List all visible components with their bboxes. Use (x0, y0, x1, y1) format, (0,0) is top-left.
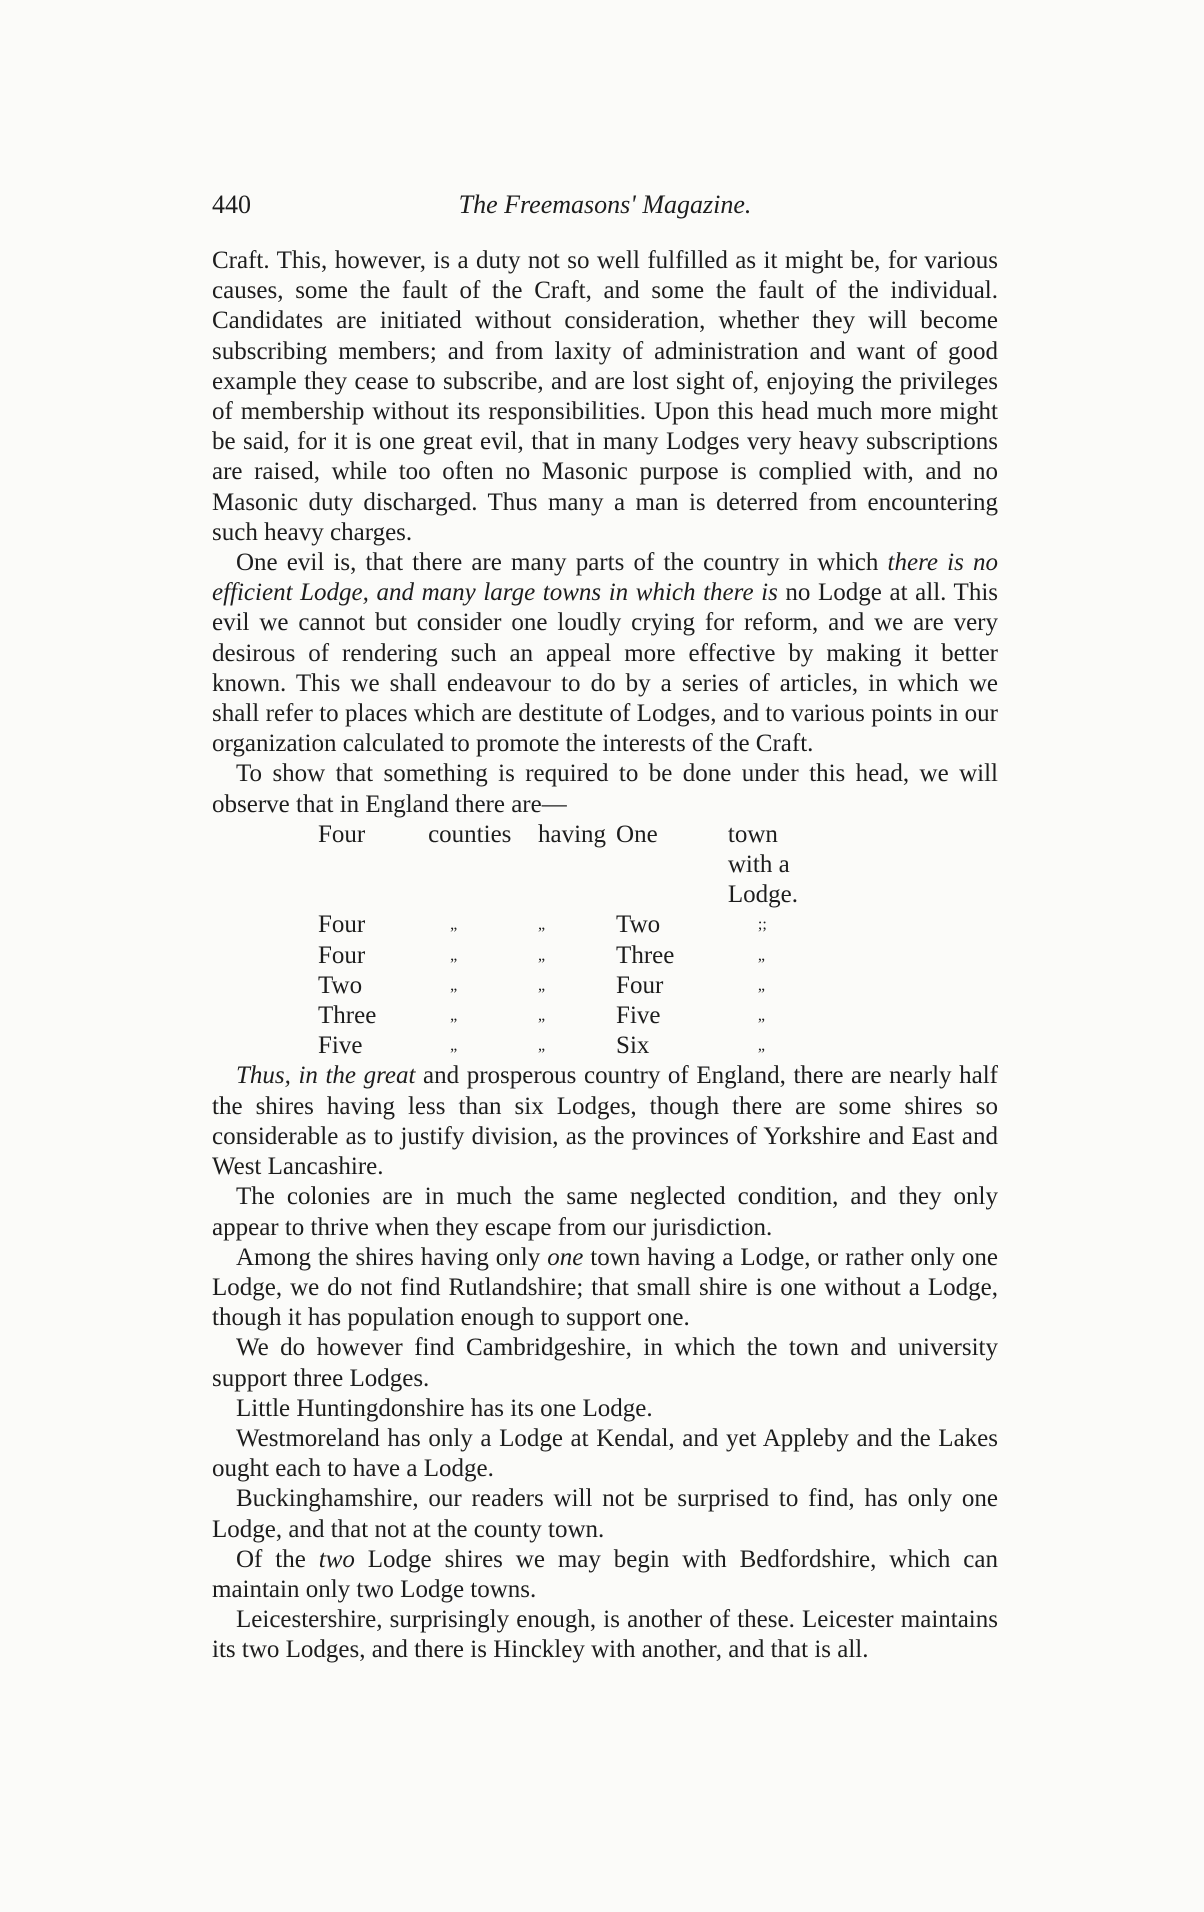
table-row: Four „ „ Two ;; (318, 911, 767, 939)
paragraph: The colonies are in much the same neglected condition, and they only appear to thrive when they escape from our jurisdiction. (212, 1183, 998, 1241)
page-header (212, 190, 998, 224)
paragraph: We do however find Cambridgeshire, in which the town and university support three Lodges. (212, 1334, 998, 1392)
paragraph: One evil is, that there are many parts of the country in which there is no efficient Lodge, and many large towns in which there is no Lodge at all. This evil we cannot but consider one loudly crying for reform, and we are very desirous of rendering such an appeal more effective by making it better known. This we shall endeavour to do by a series of articles, in which we shall refer to places which are destitute of Lodges, and to various points in our organization calculated to promote the interests of the Craft. (212, 549, 998, 758)
paragraph: Thus, in the great and prosperous country of England, there are nearly half the shires having less than six Lodges, though there are some shires so considerable as to justify division, as the provinces of Yorkshire and East and West Lancashire. (212, 1062, 999, 1181)
table-row: Four „ „ Three „ (318, 941, 765, 969)
paragraph: Little Huntingdonshire has its one Lodge. (236, 1394, 653, 1422)
table-row: Four counties having One town with a Lodge. (318, 820, 798, 909)
paragraph: Of the two Lodge shires we may begin with Bedfordshire, which can maintain only two Lodge towns. (212, 1545, 998, 1603)
running-title: The Freemasons' Magazine. (458, 190, 752, 219)
paragraph: Westmoreland has only a Lodge at Kendal, and yet Appleby and the Lakes ought each to have a Lodge. (212, 1424, 998, 1483)
page-number: 440 (212, 190, 251, 219)
paragraph: Leicestershire, surprisingly enough, is another of these. Leicester maintains its two Lodges, and there is Hinckley with another, and that is all. (212, 1606, 998, 1664)
table-row: Three „ „ Five „ (318, 1002, 765, 1030)
article-body (212, 246, 998, 1666)
paragraph: Buckinghamshire, our readers will not be surprised to find, has only one Lodge, and that not at the county town. (212, 1485, 998, 1543)
table-row: Two „ „ Four „ (318, 971, 765, 999)
paragraph: Craft. This, however, is a duty not so well fulfilled as it might be, for various causes, some the fault of the Craft, and some the fault of the individual. Candidates are initiated without consideration, whether they will become subscribing members; and from laxity of administration and want of good example they cease to subscribe, and are lost sight of, enjoying the privileges of membership without its responsibilities. Upon this head much more might be said, for it is one great evil, that in many Lodges very heavy subscriptions are raised, while too often no Masonic purpose is complied with, and no Masonic duty discharged. Thus many a man is deterred from encountering such heavy charges. (212, 247, 998, 546)
lodge-count-table (318, 820, 798, 1062)
paragraph: Among the shires having only one town having a Lodge, or rather only one Lodge, we do not find Rutlandshire; that small shire is one without a Lodge, though it has population enough to support one. (212, 1243, 998, 1332)
paragraph: To show that something is required to be done under this head, we will observe that in England there are— (212, 760, 998, 818)
table-row: Five „ „ Six „ (318, 1032, 765, 1060)
